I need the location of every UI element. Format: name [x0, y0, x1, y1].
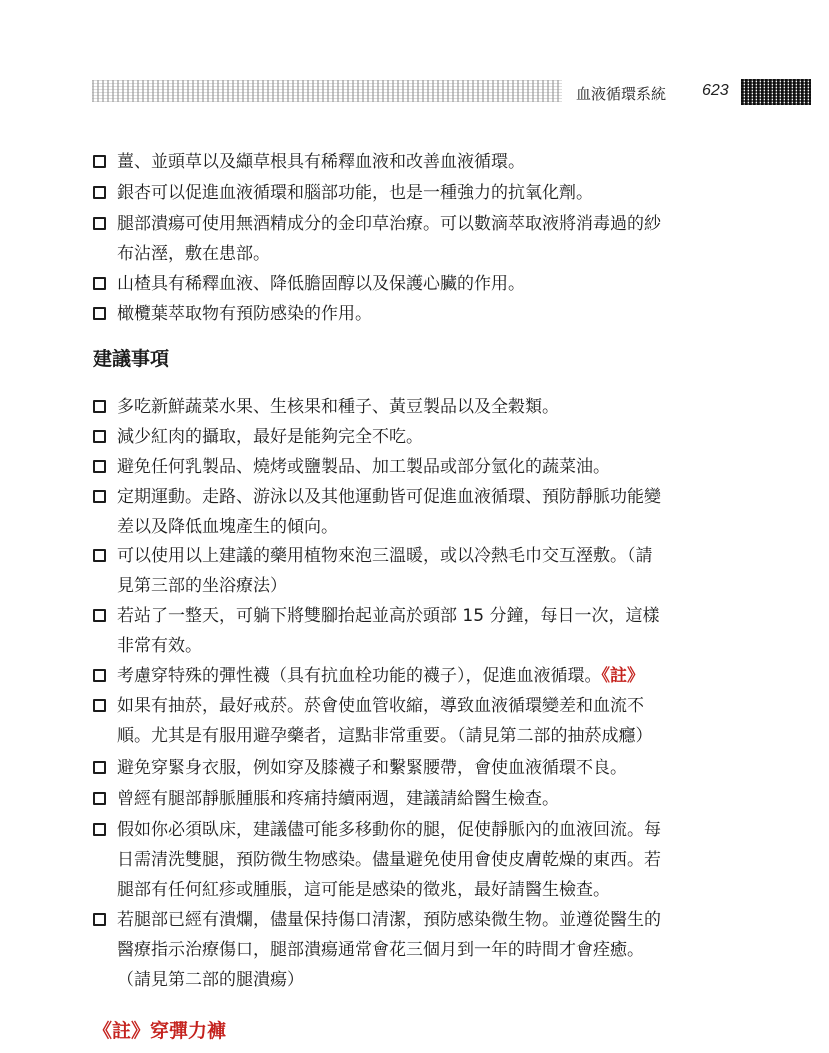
herb-item-5	[93, 299, 753, 329]
recommendation-item-8	[93, 691, 753, 751]
recommendation-item-6	[93, 601, 753, 661]
checkbox-icon	[93, 792, 106, 805]
checkbox-icon	[93, 490, 106, 503]
recommendation-text-line-1: 定期運動。走路、游泳以及其他運動皆可促進血液循環、預防靜脈功能變	[117, 487, 661, 507]
footnote-title: 《註》穿彈力褲	[93, 1020, 227, 1042]
recommendation-item-2	[93, 422, 753, 452]
checkbox-icon	[93, 186, 106, 199]
note-marker: 《註》	[601, 666, 644, 686]
recommendation-text-line-2: 順。尤其是有服用避孕藥者，這點非常重要。（請見第二部的抽菸成癮）	[117, 726, 653, 746]
recommendation-item-12	[93, 905, 753, 995]
recommendation-text: 曾經有腿部靜脈腫脹和疼痛持續兩週，建議請給醫生檢查。	[117, 789, 559, 809]
recommendation-text-line-1: 若站了一整天，可躺下將雙腳抬起並高於頭部 15 分鐘，每日一次，這樣	[117, 606, 660, 626]
checkbox-icon	[93, 430, 106, 443]
herb-text: 山楂具有稀釋血液、降低膽固醇以及保護心臟的作用。	[117, 274, 525, 294]
checkbox-icon	[93, 217, 106, 230]
recommendation-item-10	[93, 784, 753, 814]
recommendation-text: 避免穿緊身衣服，例如穿及膝襪子和繫緊腰帶，會使血液循環不良。	[117, 758, 627, 778]
checkbox-icon	[93, 699, 106, 712]
page-number: 623	[702, 82, 729, 99]
recommendation-text-line-2: 差以及降低血塊產生的傾向。	[117, 517, 338, 537]
checkbox-icon	[93, 460, 106, 473]
herb-item-3	[93, 209, 753, 269]
header-title: 血液循環系統	[576, 85, 667, 103]
herb-text: 銀杏可以促進血液循環和腦部功能，也是一種強力的抗氧化劑。	[117, 183, 593, 203]
recommendation-text-line-1: 假如你必須臥床，建議儘可能多移動你的腿，促使靜脈內的血液回流。每	[117, 820, 661, 840]
recommendation-text: 考慮穿特殊的彈性襪（具有抗血栓功能的襪子），促進血液循環。	[117, 666, 602, 686]
recommendation-item-9	[93, 753, 753, 783]
herb-text-line-2: 布沾溼，敷在患部。	[117, 244, 270, 264]
recommendation-text: 避免任何乳製品、燒烤或鹽製品、加工製品或部分氫化的蔬菜油。	[117, 457, 610, 477]
recommendation-text-line-2: 日需清洗雙腿，預防微生物感染。儘量避免使用會使皮膚乾燥的東西。若	[117, 850, 661, 870]
recommendation-text-line-1: 可以使用以上建議的藥用植物來泡三溫暖，或以冷熱毛巾交互溼敷。（請	[117, 546, 653, 566]
recommendation-text-line-3: （請見第二部的腿潰瘍）	[117, 970, 304, 990]
recommendation-text-line-2: 見第三部的坐浴療法）	[117, 576, 287, 596]
checkbox-icon	[93, 669, 106, 682]
checkbox-icon	[93, 761, 106, 774]
recommendation-item-11	[93, 815, 753, 905]
recommendation-text: 減少紅肉的攝取，最好是能夠完全不吃。	[117, 427, 423, 447]
herb-text: 薑、並頭草以及纈草根具有稀釋血液和改善血液循環。	[117, 152, 525, 172]
checkbox-icon	[93, 400, 106, 413]
checkbox-icon	[93, 307, 106, 320]
recommendation-text-line-1: 若腿部已經有潰爛，儘量保持傷口清潔，預防感染微生物。並遵從醫生的	[117, 910, 661, 930]
checkbox-icon	[93, 823, 106, 836]
herb-text: 橄欖葉萃取物有預防感染的作用。	[117, 304, 372, 324]
recommendation-item-7	[93, 661, 753, 691]
section-title: 建議事項	[93, 348, 170, 370]
recommendation-text: 多吃新鮮蔬菜水果、生核果和種子、黃豆製品以及全穀類。	[117, 397, 559, 417]
checkbox-icon	[93, 549, 106, 562]
herb-item-1	[93, 147, 753, 177]
herb-item-2	[93, 178, 753, 208]
recommendation-item-1	[93, 392, 753, 422]
recommendation-item-5	[93, 541, 753, 601]
herb-text-line-1: 腿部潰瘍可使用無酒精成分的金印草治療。可以數滴萃取液將消毒過的紗	[117, 214, 661, 234]
recommendation-item-4	[93, 482, 753, 542]
recommendation-text-line-2: 醫療指示治療傷口，腿部潰瘍通常會花三個月到一年的時間才會痊癒。	[117, 940, 644, 960]
recommendation-text-line-1: 如果有抽菸，最好戒菸。菸會使血管收縮，導致血液循環變差和血流不	[117, 696, 644, 716]
checkbox-icon	[93, 277, 106, 290]
herb-item-4	[93, 269, 753, 299]
recommendation-text-line-2: 非常有效。	[117, 636, 202, 656]
recommendation-text-line-3: 腿部有任何紅疹或腫脹，這可能是感染的徵兆，最好請醫生檢查。	[117, 880, 610, 900]
checkbox-icon	[93, 609, 106, 622]
recommendation-item-3	[93, 452, 753, 482]
checkbox-icon	[93, 913, 106, 926]
checkbox-icon	[93, 155, 106, 168]
